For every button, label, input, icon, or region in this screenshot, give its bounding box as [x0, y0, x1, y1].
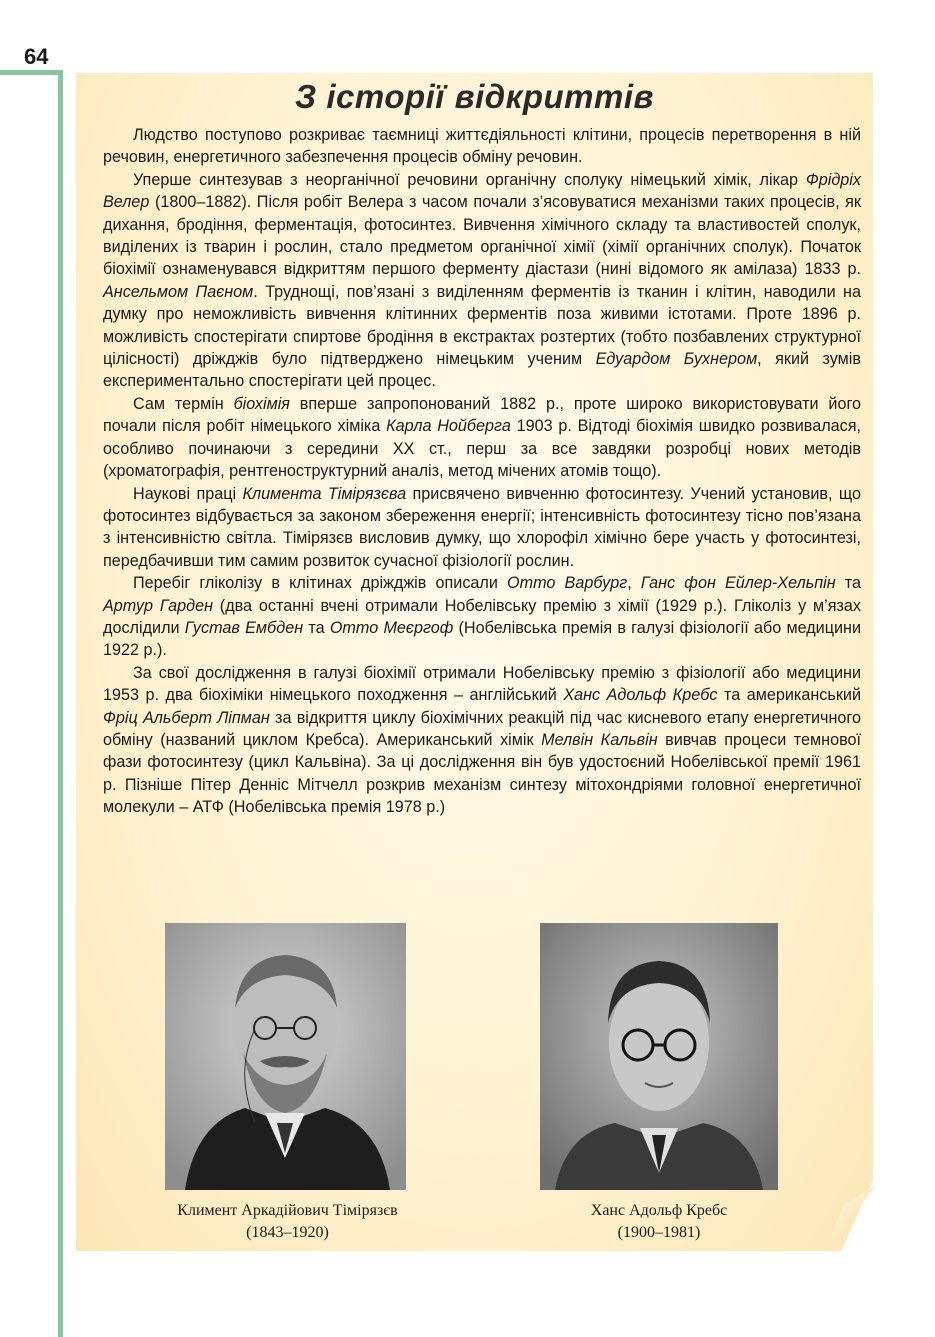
- caption-years: (1900–1981): [617, 1224, 701, 1241]
- text-run: , який зумів експериментально спостерігати цей процес.: [103, 350, 862, 391]
- caption-name: Климент Аркадійович Тімірязєв: [177, 1202, 398, 1219]
- person-name: Отто Меєргоф: [329, 618, 454, 637]
- text-run: (Нобелівська премія в галузі фізіології або медицини 1922 р.).: [103, 618, 862, 660]
- person-name: Артур Гарден: [103, 596, 213, 615]
- caption-name: Ханс Адольф Кребс: [590, 1202, 728, 1219]
- paragraph: [103, 662, 861, 819]
- text-run: вивчав процеси темнової фази фотосинтезу (цикл Кальвіна). За ці дослідження він був удостоєний Нобелівської премії 1961 р. Пізніше Пітер Денніс Мітчелл розкрив механізм синтезу мітохондріями головної енергетичної молекули – АТФ (Нобелівська премія 1978 р.): [103, 730, 861, 817]
- text-run: Наукові праці: [133, 484, 243, 503]
- page-number: 64: [24, 44, 49, 69]
- person-name: Фрідріх Велер: [103, 170, 861, 212]
- text-run: Перебіг гліколізу в клітинах дріжджів описали: [133, 574, 508, 593]
- text-run: ,: [627, 574, 641, 593]
- text-run: Людство поступово розкриває таємниці життєдіяльності клітини, процесів перетворення в ній речовин, енергетичного забезпечення процесів обміну речовин.: [103, 126, 861, 167]
- text-run: присвячено вивченню фотосинтезу. Учений установив, що фотосинтез відбувається за законом збереження енергії; інтенсивність фотосинтезу тісно пов’язана з інтенсивністю світла. Тімірязєв висловив думку, що хлорофіл хімічно бере участь у фотосинтезі, передбачивши тим самим розвиток сучасної фізіології рослин.: [103, 484, 861, 570]
- person-name: Густав Ембден: [184, 618, 304, 637]
- caption-timiryazev: [120, 1200, 455, 1244]
- paragraph: [103, 169, 861, 393]
- person-name: Ханс Адольф Кребс: [563, 686, 718, 705]
- text-run: 1903 р. Відтоді біохімія швидко розвивалася, особливо починаючи з середини XX ст., перш за все завдяки розробці нових методів (хроматографія, рентгеноструктурний аналіз, метод мічених атомів тощо).: [103, 417, 861, 481]
- person-name: біохімія: [233, 394, 290, 413]
- text-run: та американський: [717, 686, 861, 705]
- text-run: Сам термін: [133, 394, 234, 413]
- person-name: Отто Варбург: [507, 574, 628, 593]
- person-name: Мелвін Кальвін: [541, 730, 658, 749]
- margin-rule-vertical: [58, 70, 63, 1337]
- text-run: Уперше синтезував з неорганічної речовини органічну сполуку німецький хімік, лікар: [133, 170, 806, 189]
- section-title: З історії відкриттів: [295, 78, 654, 115]
- text-run: вперше запропонований 1882 р., проте широко використовувати його почали після робіт німецького хіміка: [103, 394, 862, 436]
- portrait-photo-krebs: [540, 923, 778, 1190]
- body-text: [103, 124, 861, 819]
- margin-rule: [0, 70, 63, 75]
- caption-years: (1843–1920): [246, 1224, 329, 1241]
- caption-krebs: [540, 1200, 778, 1244]
- person-name: Ансельмом Паєном: [103, 282, 254, 301]
- paragraph: [103, 572, 861, 662]
- paragraph: [103, 124, 861, 169]
- text-run: за відкриття циклу біохімічних реакцій під час кисневого етапу енергетичного обміну (названий циклом Кребса). Американський хімік: [103, 708, 861, 749]
- person-name: Карла Нойберга: [386, 417, 511, 436]
- person-name: Фріц Альберт Ліпман: [103, 708, 270, 727]
- text-run: (1800–1882). Після робіт Велера з часом почали з’ясовуватися механізми таких процесів, як дихання, бродіння, ферментація, фотосинтез. Вивчення хімічного складу та властивостей сполук, виділених із тварин і рослин, стало предметом органічної хімії (хімії органічних сполук). Початок біохімії ознаменувався відкриттям першого ферменту діастази (нині відомого як амілаза) 1833 р.: [103, 193, 861, 279]
- person-name: Климента Тімірязєва: [242, 484, 407, 503]
- text-run: та: [835, 574, 862, 593]
- text-run: (два останні вчені отримали Нобелівську премію з хімії (1929 р.). Гліколіз у м’язах дослідили: [103, 596, 862, 637]
- text-run: За свої дослідження в галузі біохімії отримали Нобелівську премію з фізіології або медицини 1953 р. два біохіміки німецького походження – англійський: [103, 663, 861, 705]
- paragraph: [103, 483, 861, 573]
- person-name: Едуардом Бухнером: [595, 350, 758, 369]
- paragraph: [103, 393, 861, 483]
- text-run: та: [303, 618, 330, 637]
- portrait-photo-timiryazev: [165, 923, 406, 1190]
- text-run: . Труднощі, пов’язані з виділенням ферментів із тканин і клітин, наводили на думку про неможливість вивчення клітинних ферментів поза живими істотами. Проте 1896 р. можливість спостерігати спиртове бродіння в екстрактах розтертих (тобто позбавлених структурної цілісності) дріжджів було підтверджено німецьким ученим: [103, 282, 861, 369]
- person-name: Ганс фон Ейлер-Хельпін: [640, 574, 836, 593]
